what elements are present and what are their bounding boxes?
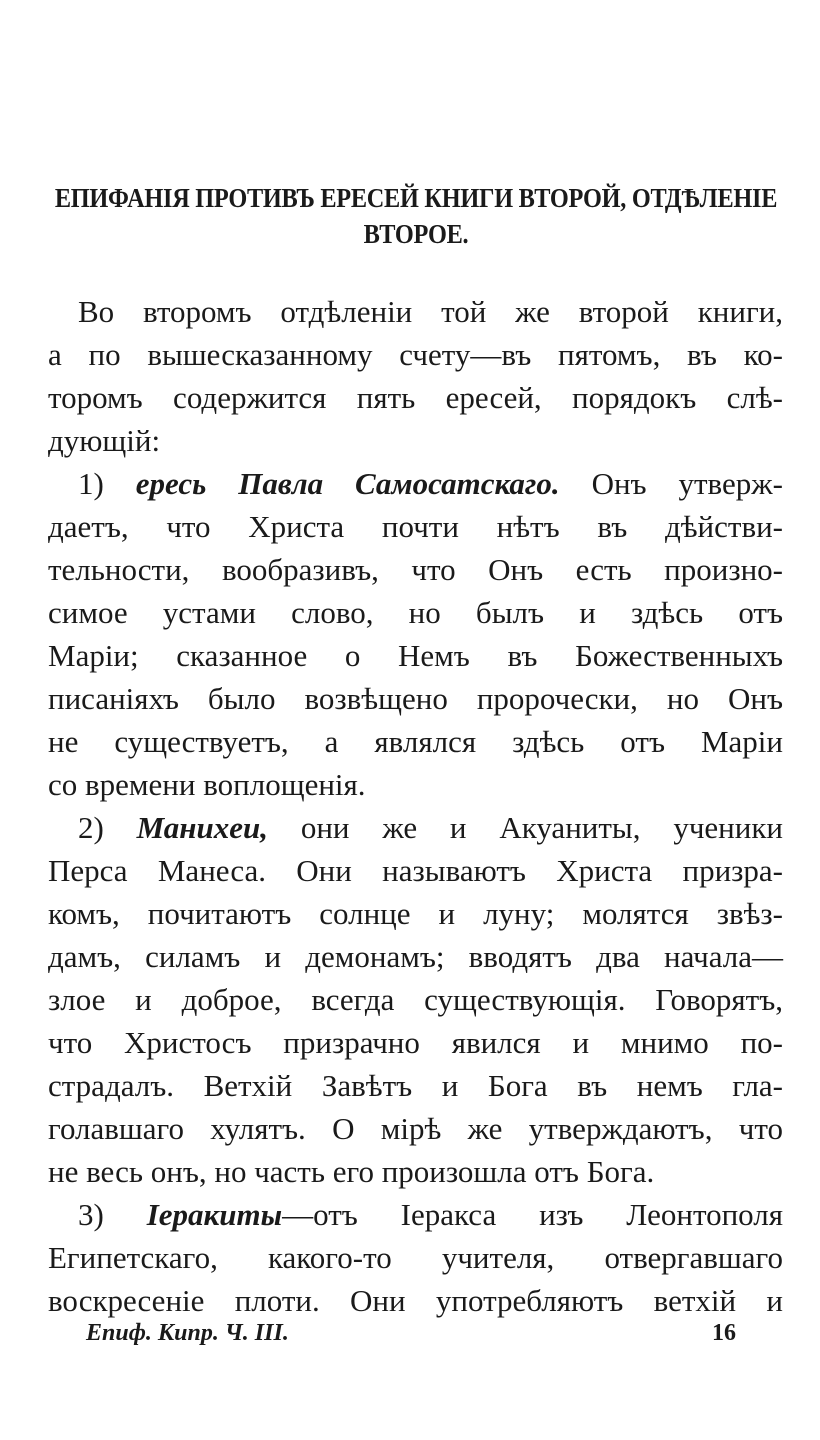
page-number: 16 [712,1320,736,1346]
intro-paragraph [48,290,783,462]
text-line: воскресеніе плоти. Они употребляютъ ветхій и [48,1283,783,1318]
text-line: Египетскаго, какого-то учителя, отвергавшаго [48,1240,783,1275]
section-heading [51,180,782,252]
text-line: тельности, вообразивъ, что Онъ есть произно- [48,552,783,587]
item-1-number: 1) [78,466,104,501]
item-1-first-rest: Онъ утверж- [591,466,784,501]
text-line: не существуетъ, а являлся здѣсь отъ Маріи [48,724,783,759]
item-2-title: Манихеи, [136,810,268,845]
text-line: не весь онъ, но часть его произошла отъ Бога. [48,1154,655,1189]
heading-line-2: ВТОРОЕ. [363,219,469,249]
page-footer [86,1320,736,1347]
item-3-first-line [48,1193,783,1236]
text-line: страдалъ. Ветхій Завѣтъ и Бога въ немъ гла- [48,1068,783,1103]
text-line: дующій: [48,423,161,458]
heading-line-1: ЕПИФАНІЯ ПРОТИВЪ ЕРЕСЕЙ КНИГИ ВТОРОЙ, ОТДѢЛЕНІЕ [54,183,778,213]
item-3-paragraph [48,1193,783,1322]
item-2-first-rest: они же и Акуаниты, ученики [300,810,783,845]
text-line: писаніяхъ было возвѣщено пророчески, но Онъ [48,681,783,716]
item-3-number: 3) [78,1197,104,1232]
text-line: симое устами слово, но былъ и здѣсь отъ [48,595,783,630]
signature-mark: Епиф. Кипр. Ч. III. [86,1320,289,1346]
item-3-first-rest: —отъ Іеракса изъ Леонтополя [282,1197,784,1232]
text-line: Во второмъ отдѣленіи той же второй книги, [78,294,783,329]
text-line: со времени воплощенія. [48,767,366,802]
text-line: голавшаго хулятъ. О мірѣ же утверждаютъ, что [48,1111,783,1146]
text-line: Перса Манеса. Они называютъ Христа призра- [48,853,783,888]
text-line: даетъ, что Христа почти нѣтъ въ дѣйстви- [48,509,783,544]
item-1-title: ересь Павла Самосатскаго. [135,466,560,501]
item-1-paragraph [48,462,783,806]
text-line: торомъ содержится пять ересей, порядокъ слѣ- [48,380,783,415]
item-3-title: Іеракиты [146,1197,283,1232]
text-line: что Христосъ призрачно явился и мнимо по- [48,1025,783,1060]
item-2-number: 2) [78,810,104,845]
item-2-first-line [48,806,783,849]
item-1-first-line [48,462,783,505]
text-line: дамъ, силамъ и демонамъ; вводятъ два начала— [48,939,783,974]
text-line: комъ, почитаютъ солнце и луну; молятся звѣз- [48,896,783,931]
text-line: Маріи; сказанное о Немъ въ Божественныхъ [48,638,783,673]
text-line: а по вышесказанному счету—въ пятомъ, въ ко- [48,337,783,372]
page-content [48,180,783,1380]
text-line: злое и доброе, всегда существующія. Говорятъ, [48,982,783,1017]
item-2-paragraph [48,806,783,1193]
